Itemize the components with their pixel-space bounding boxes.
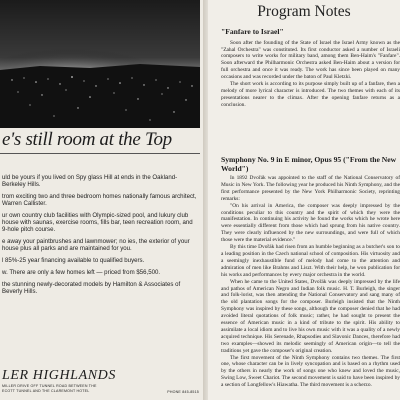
ad-paragraph: l 85%-25 year financing available to qualified buyers. bbox=[2, 257, 145, 265]
section-heading: Symphony No. 9 in E minor, Opus 95 ("From the New World") bbox=[221, 155, 397, 173]
ad-paragraph: w. There are only a few homes left — priced from $56,500. bbox=[2, 269, 161, 276]
body-paragraph: "On his arrival in America, the composer was deeply impressed by the conditions peculiar to this country and the spirit of which they were the manifestation. In continuing his activity he found the works which he wrote here were essentially different from those which had sprung from his native country. They were clearly influenced by the new surroundings, and were full of which those were the material evidence." bbox=[221, 202, 400, 244]
ad-paragraph: ur own country club facilities with Olympic-sized pool, and lukury club house with saunas, exercise rooms, fills bar, teen recreation room, and 9-hole pitch course. bbox=[2, 212, 193, 234]
ad-paragraph: the stunning newly-decorated models by Hamilton & Associates of Beverly Hills. bbox=[2, 280, 181, 295]
city-lights-photo bbox=[0, 0, 200, 128]
body-paragraph: When he came to the United States, Dvořák was deeply impressed by the life and pathos of American Negro and Indian folk music. H. T. Burleigh, the singer and folk-lorist, was then attending the National Conservatory and sang many of the old plantation songs for the composer. Burleigh insisted that the Ninth Symphony was inspired by these songs, although the composer denied that he had avoided literal quotations of folk music; rather, he had sought to present the essence of American music in a kind of tribute to the spirit. His ability to assimilate a local idiom and to live his own music with it was a quality of a newly acquired technique. His Serenade, Rhapsodies and Slavonic Dances, therefore had two examples—showed its melodic seemingly of American origin—to tell the traditions yet gave the composer's original creation. bbox=[221, 278, 400, 354]
fanfare-section bbox=[221, 28, 400, 109]
body-paragraph: Soon after the founding of the State of Israel the Israel Army known as the "Zahal Orchestra" was constituted. Its first conductor asked a number of Israeli composers to write works for military band, among them Ben-Haim's "Fanfare". Soon afterward the Philharmonic Orchestra asked Ben-Haim about a version for full orchestra and once it was ready. The work has since been played on many occasions and was recorded under the baton of Paul Kletzki. bbox=[221, 39, 400, 81]
ad-headline: e's still room at the Top bbox=[2, 129, 172, 150]
body-paragraph: By this time Dvořák had risen from an humble beginning as a butcher's son to a leading position in the Czech national school of composition. His virtuosity and a seemingly inexhaustible fund of melody had come to the attention and admiration of men like Brahms and Liszt. With their help, he won publication for his works and performances by every major orchestra in the world. bbox=[221, 244, 400, 278]
symphony-section bbox=[221, 175, 400, 389]
night-skyline-image bbox=[0, 0, 200, 128]
ad-paragraph: trom exciting two and three bedroom homes nationally famous architect, Warren Callister. bbox=[2, 193, 197, 208]
body-paragraph: The first movement of the Ninth Symphony contains two themes. The first one, whose character can be in lively syncopation and is based on a rhythm used by the others in nearly the work of songs one who knew and loved the music, Swing Low, Sweet Chariot. The second movement is said to have been inspired by a section of Longfellow's Hiawatha. The third movement is a scherzo. bbox=[221, 354, 400, 389]
logo-address-line: MILLER DRIVE OFF TUNNEL ROAD BETWEEN THE bbox=[2, 384, 97, 388]
body-paragraph: The short work is according to its purpose simply built up of a fanfare, then a melody of more lyrical character is introduced. The two themes with each of its presentations nearer to the climax. After the opening fanfare returns as a conclusion. bbox=[221, 81, 400, 108]
section-heading: "Fanfare to Israel" bbox=[221, 27, 284, 36]
ad-paragraph: e away your paintbrushes and lawnmower; no ies, the exterior of your house plus all parks and are maintained for you. bbox=[2, 238, 190, 253]
body-paragraph: In 1892 Dvořák was appointed to the staff of the National Conservatory of Music in New York. The following year he produced his Ninth Symphony, and the first performance presented by the New York Philharmonic Society, reprinting remarks: bbox=[221, 175, 400, 202]
logo-name: LER HIGHLANDS bbox=[2, 368, 116, 383]
page-title: Program Notes bbox=[257, 3, 351, 20]
ad-paragraph: uld be yours if you lived on Spy glass Hill at ends in the Oakland-Berkeley Hills. bbox=[2, 174, 178, 189]
logo-address-line: ECOTT TUNNEL AND THE CLAREMONT HOTEL bbox=[2, 388, 90, 393]
headline-divider bbox=[0, 153, 200, 154]
ad-body-copy bbox=[2, 174, 198, 300]
phone-number: PHONE 845-8515 bbox=[167, 390, 199, 394]
